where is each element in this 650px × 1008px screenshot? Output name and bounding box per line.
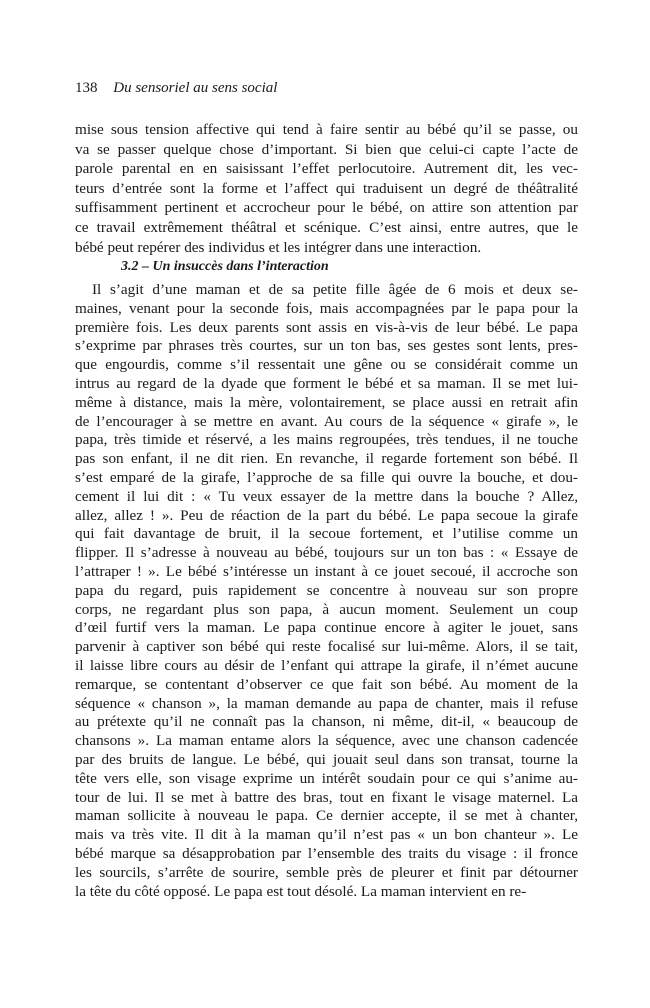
text-line: que engourdis, comme s’il ressentait une gêne ou se considérait comme un xyxy=(75,356,578,374)
text-line: même à distance, mais la mère, volontairement, se place aussi en retrait afin xyxy=(75,393,578,411)
text-line: séquence « chanson », la maman demande au papa de chanter, mais il refuse xyxy=(75,694,578,712)
text-line: s’exprime par phrases très courtes, sur un ton bas, ses gestes sont lents, pres- xyxy=(75,337,578,355)
text-line: tour de lui. Il se met à battre des bras, tout en fixant le visage maternel. La xyxy=(75,788,578,806)
text-line: maines, venant pour la seconde fois, mais accompagnées par le papa pour la xyxy=(75,299,578,317)
text-line: teurs d’entrée sont la forme et l’affect qui traduisent un degré de théâtralité xyxy=(75,179,578,197)
text-line: flipper. Il s’adresse à nouveau au bébé, toujours sur un ton bas : « Essaye de xyxy=(75,544,578,562)
text-line: parole parental en en saisissant l’effet perlocutoire. Autrement dit, les vec- xyxy=(75,160,578,178)
text-line: ce travail extrêmement théâtral et scénique. C’est ainsi, entre autres, que le xyxy=(75,218,578,236)
text-line: mise sous tension affective qui tend à faire sentir au bébé qu’il se passe, ou xyxy=(75,121,578,138)
text-line: s’est emparé de la girafe, l’approche de sa fille qui ouvre la bouche, et dou- xyxy=(75,468,578,486)
text-line: maman sollicite à nouveau le papa. Ce dernier accepte, il se met à chanter, xyxy=(75,807,578,825)
text-line: pas son enfant, il ne dit rien. En revanche, il regarde fortement son bébé. Il xyxy=(75,450,578,468)
text-line: remarque, se contentant d’observer ce que fait son bébé. Au moment de la xyxy=(75,675,578,693)
text-line: cement il lui dit : « Tu veux essayer de la mettre dans la bouche ? Allez, xyxy=(75,487,578,505)
text-line: parvenir à captiver son bébé qui reste focalisé sur lui-même. Alors, il se tait, xyxy=(75,638,578,656)
text-line: Il s’agit d’une maman et de sa petite fille âgée de 6 mois et deux se- xyxy=(92,281,578,298)
text-line: intrus au regard de la dyade que forment le bébé et sa maman. Il se met lui- xyxy=(75,374,578,392)
text-line: chansons ». La maman entame alors la séquence, avec une chanson cadencée xyxy=(75,732,578,750)
section-heading: 3.2 – Un insuccès dans l’interaction xyxy=(121,259,329,274)
text-line: allez, allez ! ». Peu de réaction de la part du bébé. Le papa secoue la girafe xyxy=(75,506,578,524)
text-line: au prétexte qu’il ne connaît pas la chanson, ni même, dit-il, « beaucoup de xyxy=(75,713,578,731)
text-line: il laisse libre cours au désir de l’enfant qui attrape la girafe, il n’émet aucune xyxy=(75,656,578,674)
text-line: par des bruits de langue. Le bébé, qui jouait seul dans son transat, tourne la xyxy=(75,750,578,768)
running-title: Du sensoriel au sens social xyxy=(113,80,278,96)
text-line: papa du regard, puis rapidement se concentre à nouveau sur son propre xyxy=(75,581,578,599)
text-line: de l’encourager à se mettre en avant. Au cours de la séquence « girafe », le xyxy=(75,412,578,430)
text-line: d’œil furtif vers la maman. Le papa continue encore à agiter le jouet, sans xyxy=(75,619,578,637)
paragraph-1 xyxy=(75,120,578,257)
text-line: papa, très timide et réservé, a les mains regroupées, très tendues, il ne touche xyxy=(75,431,578,449)
text-line: mais va très vite. Il dit à la maman qu’il n’est pas « un bon chanteur ». Le xyxy=(75,826,578,844)
running-header xyxy=(75,80,277,97)
page-number: 138 xyxy=(75,80,98,96)
text-line: bébé peut repérer des individus et les intégrer dans une interaction. xyxy=(75,238,482,256)
paragraph-2 xyxy=(75,281,578,901)
text-line: tête vers elle, son visage exprime un intérêt soudain pour ce qui s’anime au- xyxy=(75,769,578,787)
text-line: qui fait davantage de bruit, il la secoue fortement, et l’utilise comme un xyxy=(75,525,578,543)
text-line: la tête du côté opposé. Le papa est tout désolé. La maman intervient en re- xyxy=(75,882,527,900)
text-line: va se passer quelque chose d’important. Si bien que celui-ci capte l’acte de xyxy=(75,140,578,158)
text-line: l’attraper ! ». Le bébé s’intéresse un instant à ce jouet secoué, il accroche son xyxy=(75,562,578,580)
text-line: les sourcils, s’arrête de sourire, semble près de pleurer et finit par détourner xyxy=(75,863,578,881)
text-line: première fois. Les deux parents sont assis en vis-à-vis de leur bébé. Le papa xyxy=(75,318,578,336)
text-line: suffisamment pertinent et accrocheur pour le bébé, on attire son attention par xyxy=(75,199,578,217)
text-line: bébé marque sa désapprobation par l’ensemble des traits du visage : il fronce xyxy=(75,844,578,862)
text-line: corps, ne regardant plus son papa, à aucun moment. Seulement un coup xyxy=(75,600,578,618)
